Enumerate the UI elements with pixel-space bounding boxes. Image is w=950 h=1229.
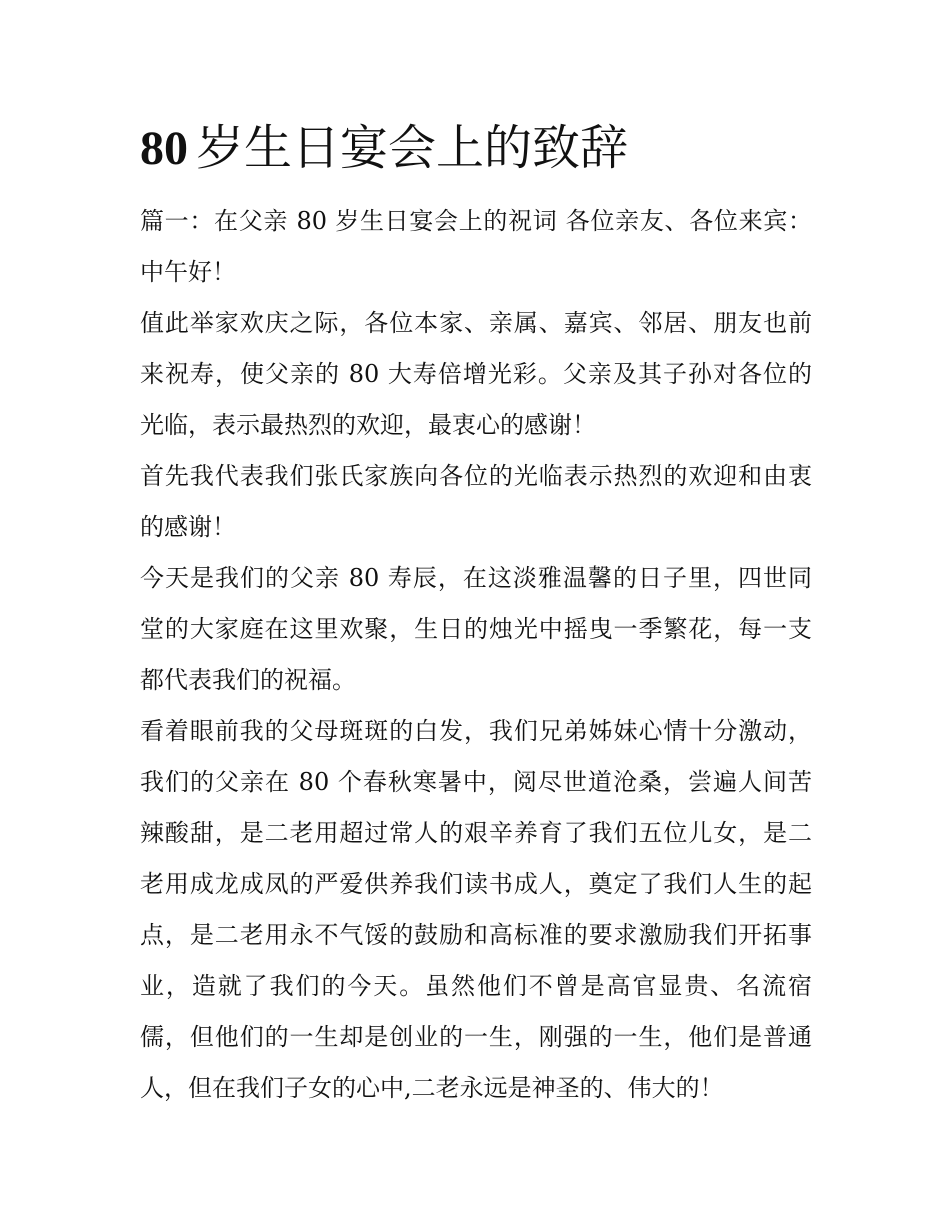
body-line-6: 首先我代表我们张氏家族向各位的光临表示热烈的欢迎和由衷 <box>140 462 812 490</box>
body-line-18: 人，但在我们子女的心中,二老永远是神圣的、伟大的！ <box>140 1074 724 1102</box>
body-line-4: 来祝寿，使父亲的 80 大寿倍增光彩。父亲及其子孙对各位的 <box>140 360 812 388</box>
document-body <box>140 196 812 1114</box>
body-line-10: 都代表我们的祝福。 <box>140 666 356 694</box>
body-line-12: 我们的父亲在 80 个春秋寒暑中，阅尽世道沧桑，尝遍人间苦 <box>140 768 812 796</box>
title-number: 80 <box>140 122 188 175</box>
document-title <box>140 116 820 181</box>
body-line-2: 中午好！ <box>140 258 236 286</box>
body-line-16: 业，造就了我们的今天。虽然他们不曾是高官显贵、名流宿 <box>140 972 812 1000</box>
body-line-7: 的感谢！ <box>140 513 236 541</box>
body-line-8: 今天是我们的父亲 80 寿辰，在这淡雅温馨的日子里，四世同 <box>140 564 812 592</box>
body-line-14: 老用成龙成凤的严爱供养我们读书成人，奠定了我们人生的起 <box>140 870 812 898</box>
body-line-5: 光临，表示最热烈的欢迎，最衷心的感谢！ <box>140 411 596 439</box>
body-line-3: 值此举家欢庆之际，各位本家、亲属、嘉宾、邻居、朋友也前 <box>140 309 812 337</box>
body-line-17: 儒，但他们的一生却是创业的一生，刚强的一生，他们是普通 <box>140 1023 812 1051</box>
body-line-1: 篇一：在父亲 80 岁生日宴会上的祝词 各位亲友、各位来宾： <box>140 207 812 235</box>
title-text: 岁生日宴会上的致辞 <box>196 120 629 176</box>
body-line-11: 看着眼前我的父母斑斑的白发，我们兄弟姊妹心情十分激动， <box>140 717 812 745</box>
body-line-13: 辣酸甜，是二老用超过常人的艰辛养育了我们五位儿女，是二 <box>140 819 812 847</box>
body-line-9: 堂的大家庭在这里欢聚，生日的烛光中摇曳一季繁花，每一支 <box>140 615 812 643</box>
body-line-15: 点，是二老用永不气馁的鼓励和高标准的要求激励我们开拓事 <box>140 921 812 949</box>
